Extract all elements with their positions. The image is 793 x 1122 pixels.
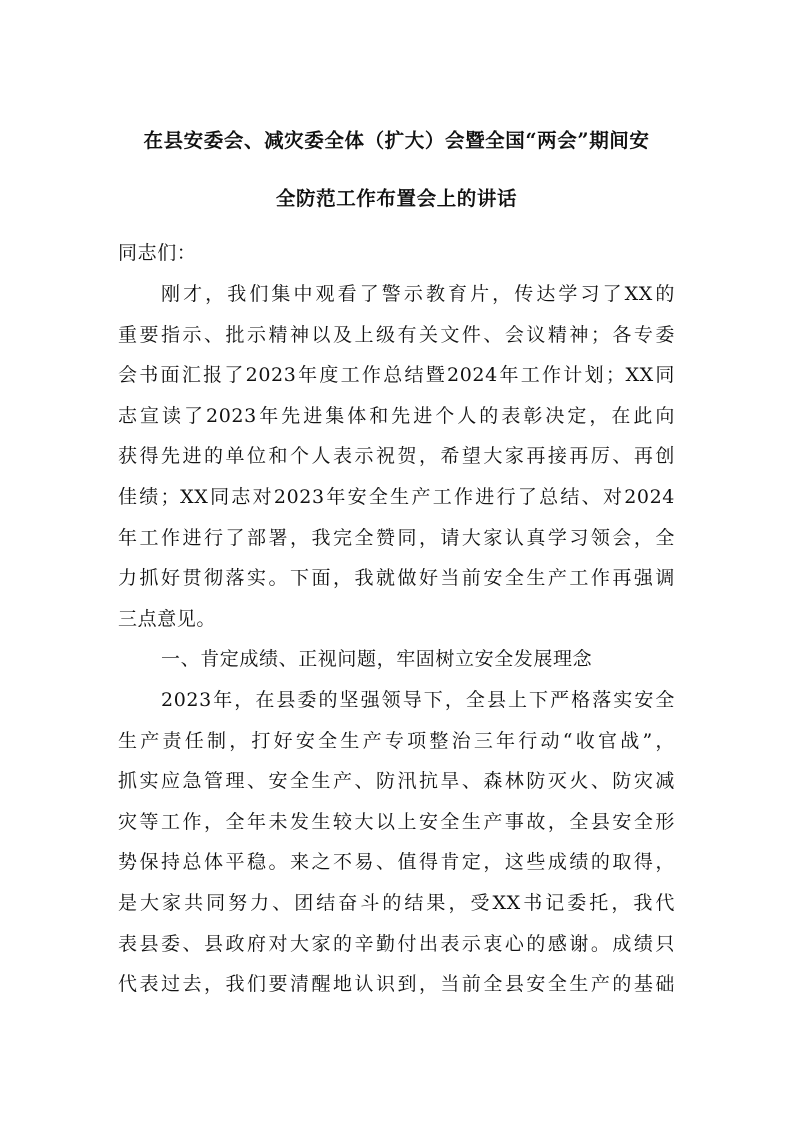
paragraph-line: 表县委、县政府对大家的辛勤付出表示衷心的感谢。成绩只	[118, 932, 675, 955]
paragraph-line: 获得先进的单位和个人表示祝贺，希望大家再接再厉、再创	[118, 445, 675, 468]
paragraph-line: 生产责任制，打好安全生产专项整治三年行动“收官战”，	[118, 729, 675, 752]
paragraph-line: 会书面汇报了2023年度工作总结暨2024年工作计划；XX同	[118, 364, 675, 387]
paragraph-line: 灾等工作，全年未发生较大以上安全生产事故，全县安全形	[118, 810, 675, 833]
paragraph-line: 代表过去，我们要清醒地认识到，当前全县安全生产的基础	[118, 973, 675, 996]
paragraph-line: 2023年，在县委的坚强领导下，全县上下严格落实安全	[161, 688, 675, 711]
paragraph-line: 年工作进行了部署，我完全赞同，请大家认真学习领会，全	[118, 526, 675, 549]
paragraph-line: 重要指示、批示精神以及上级有关文件、会议精神；各专委	[118, 323, 675, 346]
salutation: 同志们：	[118, 242, 197, 264]
title-line: 全防范工作布置会上的讲话	[275, 187, 518, 210]
body-paragraph	[118, 680, 675, 1005]
document-body	[118, 112, 675, 1005]
paragraph-line: 志宣读了2023年先进集体和先进个人的表彰决定，在此向	[118, 404, 675, 427]
title-line: 在县安委会、减灾委全体（扩大）会暨全国“两会”期间安	[143, 129, 650, 152]
paragraph-line: 抓实应急管理、安全生产、防汛抗旱、森林防灭火、防灾减	[118, 770, 675, 793]
section-heading: 一、肯定成绩、正视问题，牢固树立安全发展理念	[161, 648, 593, 671]
document-title	[118, 112, 675, 228]
opening-paragraph	[118, 274, 675, 639]
paragraph-line: 势保持总体平稳。来之不易、值得肯定，这些成绩的取得，	[118, 851, 675, 874]
paragraph-line: 刚才，我们集中观看了警示教育片，传达学习了XX的	[161, 283, 675, 305]
paragraph-line: 三点意见。	[118, 607, 217, 630]
paragraph-line: 是大家共同努力、团结奋斗的结果，受XX书记委托，我代	[118, 891, 675, 914]
paragraph-line: 佳绩；XX同志对2023年安全生产工作进行了总结、对2024	[118, 485, 675, 508]
paragraph-line: 力抓好贯彻落实。下面，我就做好当前安全生产工作再强调	[118, 567, 675, 590]
